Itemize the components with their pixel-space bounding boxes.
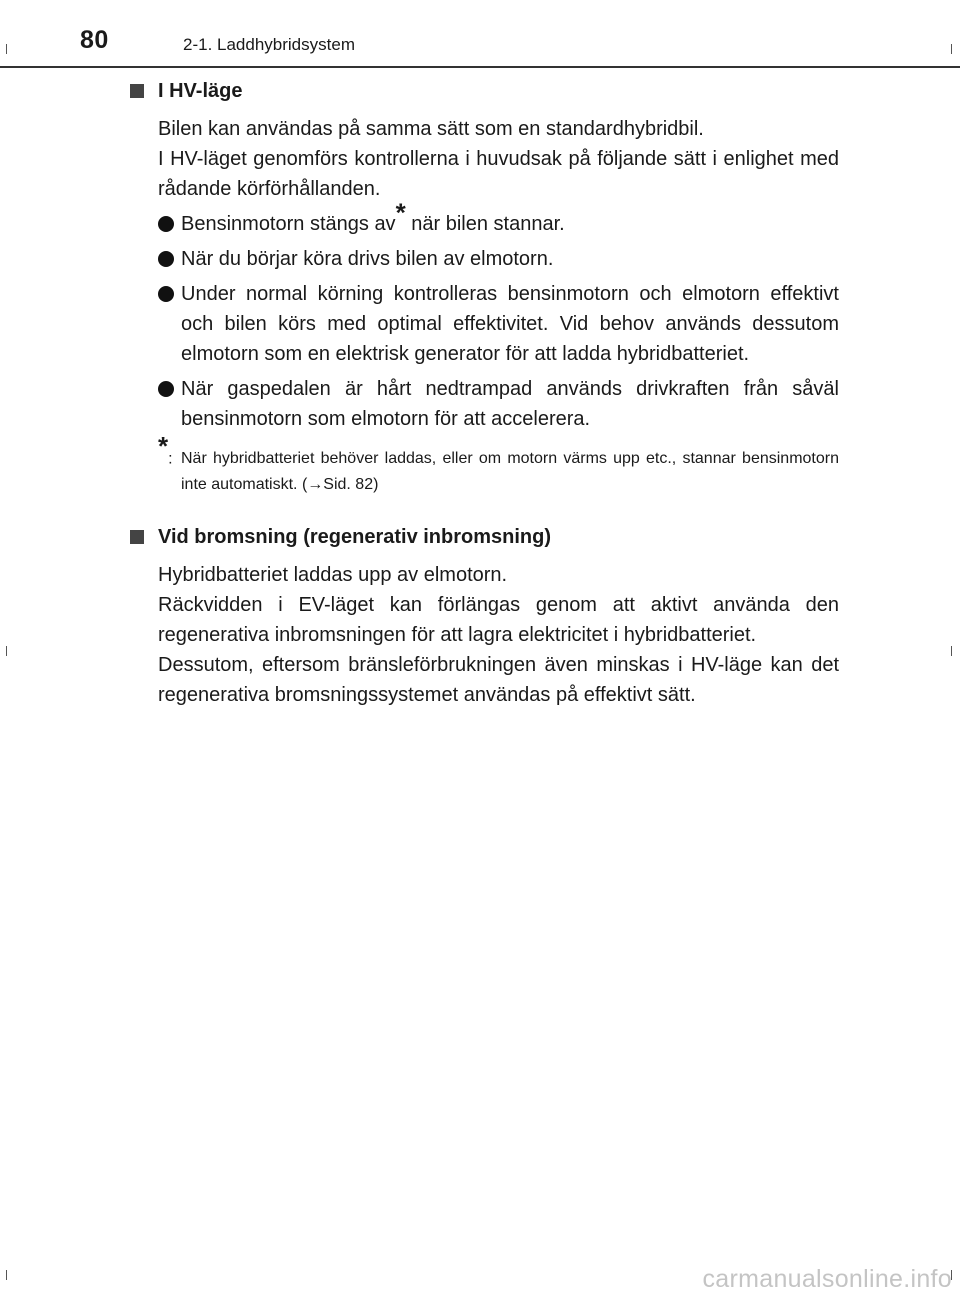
bullet-dot-icon: [158, 381, 174, 397]
footnote-star-icon: *: [158, 431, 169, 461]
bullet-text: Under normal körning kontrolleras bensinmotorn och elmotorn effektivt och bilen körs med optimal effektivitet. Vid behov används dessutom elmotorn som en elektrisk generator för att ladda hybridbatteriet.: [181, 283, 839, 365]
bullet-text: När du börjar köra drivs bilen av elmotorn.: [181, 248, 554, 270]
bullet-item: [158, 197, 839, 239]
crop-mark: [951, 646, 952, 656]
footnote-colon: :: [168, 450, 173, 468]
header-rule: [0, 66, 960, 68]
footnote: [158, 431, 839, 498]
bullet-item: [158, 244, 839, 274]
page-content: [158, 78, 839, 710]
section-heading-hv-mode: [158, 78, 839, 104]
crop-mark: [951, 44, 952, 54]
bullet-item: [158, 279, 839, 369]
bullet-dot-icon: [158, 216, 174, 232]
crop-mark: [6, 44, 7, 54]
section-square-icon: [130, 530, 144, 544]
section-heading-text: I HV-läge: [158, 80, 243, 102]
footnote-mark: [158, 431, 173, 472]
section-square-icon: [130, 84, 144, 98]
paragraph: I HV-läget genomförs kontrollerna i huvudsak på följande sätt i enlighet med rådande körförhållanden.: [158, 148, 839, 200]
page-number: 80: [80, 26, 109, 54]
bullet-text: Bensinmotorn stängs av: [181, 213, 396, 235]
watermark: carmanualsonline.info: [702, 1265, 952, 1293]
footnote-star-marker: *: [395, 197, 406, 228]
crop-mark: [6, 646, 7, 656]
paragraph: Hybridbatteriet laddas upp av elmotorn.: [158, 564, 508, 586]
section-heading-braking: [158, 524, 839, 550]
crop-mark: [6, 1270, 7, 1280]
running-head: 2-1. Laddhybridsystem: [183, 35, 355, 54]
paragraph: Dessutom, eftersom bränsleförbrukningen även minskas i HV-läge kan det regenerativa bromsningssystemet användas på effektivt sätt.: [158, 654, 839, 706]
bullet-item: [158, 374, 839, 434]
section-heading-text: Vid bromsning (regenerativ inbromsning): [158, 526, 552, 548]
bullet-text: när bilen stannar.: [405, 213, 565, 235]
bullet-dot-icon: [158, 286, 174, 302]
paragraph: Bilen kan användas på samma sätt som en standardhybridbil.: [158, 118, 704, 140]
bullet-list: [158, 197, 839, 434]
footnote-text: När hybridbatteriet behöver laddas, eller om motorn värms upp etc., stannar bensinmotorn inte automatiskt. (→Sid. 82): [181, 450, 839, 493]
paragraph: Räckvidden i EV-läget kan förlängas genom att aktivt använda den regenerativa inbromsningen för att lagra elektricitet i hybridbatteriet.: [158, 594, 839, 646]
bullet-dot-icon: [158, 251, 174, 267]
page-header: [0, 0, 960, 68]
bullet-text: När gaspedalen är hårt nedtrampad används drivkraften från såväl bensinmotorn som elmotorn för att accelerera.: [181, 378, 839, 430]
